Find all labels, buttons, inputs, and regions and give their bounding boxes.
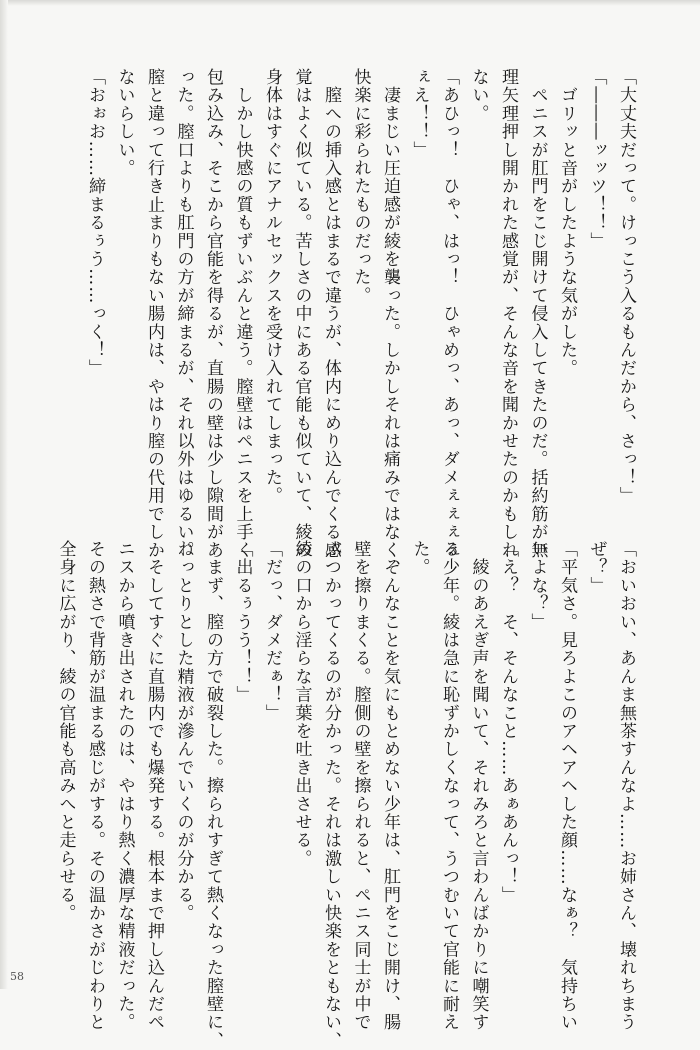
text-line: 「え？ そ、そんなこと……あぁあんっ！」: [498, 540, 518, 904]
text-line: その熱さで背筋が温まる感じがする。その温かさがじわりと: [85, 540, 105, 1032]
text-line: 「大丈夫だって。けっこう入るもんだから、さっ！」: [616, 68, 636, 505]
text-line: ぶつかってくるのが分かった。それは激しい快楽をともない、: [321, 540, 341, 1050]
text-line: 膣への挿入感とはまるで違うが、体内にめり込んでくる感: [321, 68, 341, 560]
text-line: 身体はすぐにアナルセックスを受け入れてしまった。: [262, 68, 282, 505]
text-line: ペニスが肛門をこじ開けて侵入してきたのだ。括約筋が無: [527, 68, 548, 560]
text-line: 綾の口から淫らな言葉を吐き出させる。: [291, 540, 312, 868]
text-line: ゴリッと音がしたような気がした。: [557, 68, 577, 378]
text-line: ないらしい。: [114, 68, 135, 178]
text-line: 膣と違って行き止まりもない腸内は、やはり膣の代用でしか: [144, 68, 164, 560]
text-line: 「おぉお……締まるぅう……っく！」: [85, 68, 105, 378]
text-line: 凄まじい圧迫感が綾を襲った。しかしそれは痛みではなく、: [380, 68, 400, 578]
text-line: た。: [409, 540, 430, 577]
text-line: 理矢理押し開かれた感覚が、そんな音を聞かせたのかもしれ: [498, 68, 518, 560]
text-line: 快楽に彩られたものだった。: [350, 68, 371, 305]
text-line: ぜ？」: [586, 540, 607, 595]
text-line: 「出るぅうう！！」: [232, 540, 253, 704]
text-line: 「あひっ！ ひゃ、はっ！ ひゃめっ、あっ、ダメぇぇぇぇ: [439, 68, 459, 560]
text-block-top: [36, 68, 640, 578]
text-line: 「平気さ。見ろよこのアヘアヘした顔……なぁ？ 気持ちい: [557, 540, 577, 1032]
text-line: 綾のあえぎ声を聞いて、それみろと言わんばかりに嘲笑す: [468, 540, 489, 1032]
text-line: 壁を擦りまくる。膣側の壁を擦られると、ペニス同士が中で: [350, 540, 371, 1032]
page-edge-left: [0, 0, 8, 989]
text-block-bottom: [36, 540, 640, 1050]
page-number: 58: [10, 970, 24, 983]
text-line: 「おいおい、あんま無茶すんなよ……お姉さん、壊れちまう: [616, 540, 636, 1032]
text-line: 覚はよく似ている。苦しさの中にある官能も似ていて、綾の: [291, 68, 312, 560]
text-line: そしてすぐに直腸内でも爆発する。根本まで押し込んだペ: [144, 540, 164, 1032]
page-edge-top: [0, 0, 700, 6]
text-line: 包み込み、そこから官能を得るが、直腸の壁は少し隙間があ: [203, 68, 223, 560]
text-line: ない。: [468, 68, 489, 123]
text-line: 「だっ、ダメだぁ！」: [262, 540, 282, 722]
text-line: そんなことを気にもとめない少年は、肛門をこじ開け、腸: [380, 540, 400, 1032]
text-line: った。膣口よりも肛門の方が締まるが、それ以外はゆるい。: [173, 68, 194, 560]
text-line: 「―――ッッツ！！」: [586, 68, 607, 250]
text-line: ねっとりとした精液が滲んでいくのが分かる。: [173, 540, 194, 923]
text-line: いよな？」: [527, 540, 548, 631]
text-line: る少年。綾は急に恥ずかしくなって、うつむいて官能に耐え: [439, 540, 459, 1032]
text-line: ニスから噴き出されたのは、やはり熱く濃厚な精液だった。: [114, 540, 135, 1032]
text-line: ぇえ！！」: [409, 68, 430, 159]
text-line: しかし快感の質もずいぶんと違う。膣壁はペニスを上手く: [232, 68, 253, 560]
text-line: 全身に広がり、綾の官能も高みへと走らせる。: [55, 540, 76, 923]
text-line: まず、膣の方で破裂した。擦られすぎて熱くなった膣壁に、: [203, 540, 223, 1050]
